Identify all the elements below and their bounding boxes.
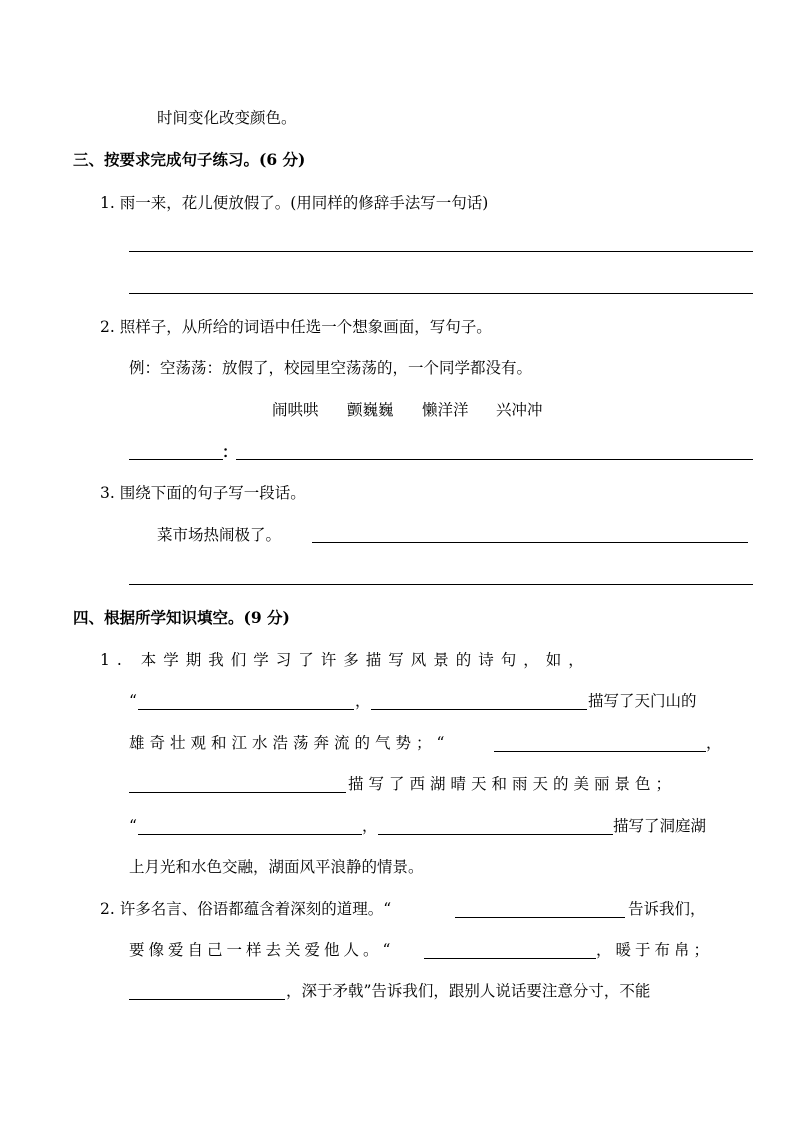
s4-q1-comma: ，	[355, 692, 371, 710]
s4-q2-blank-1[interactable]	[455, 917, 625, 918]
s4-q1-blank-2[interactable]	[371, 709, 587, 710]
s4-q1-blank-6[interactable]	[378, 834, 613, 835]
s4-q1-blank-1[interactable]	[138, 709, 354, 710]
section-3-heading: 三、按要求完成句子练习。(6 分)	[73, 150, 306, 169]
word-choice: 懒洋洋	[422, 401, 469, 419]
s3-q3-answer-line-1[interactable]	[312, 542, 748, 543]
s4-q1-open-quote: “	[129, 692, 137, 710]
s4-q2-line-1: 2. 许多名言、俗语都蕴含着深刻的道理。“	[100, 900, 392, 918]
word-choice: 兴冲冲	[496, 401, 543, 419]
s3-q3-answer-line-2[interactable]	[129, 584, 753, 585]
s4-q2-line-2: 要像爱自己一样去关爱他人。“	[129, 941, 395, 959]
s4-q1-desc-1: 描写了天门山的	[588, 692, 697, 710]
section-4-heading: 四、根据所学知识填空。(9 分)	[73, 608, 290, 627]
s4-q2-blank-2[interactable]	[424, 958, 596, 959]
s4-q2-line-3-tail: ，深于矛戟”告诉我们，跟别人说话要注意分寸，不能	[286, 982, 651, 1000]
s4-q1-blank-5[interactable]	[138, 834, 362, 835]
s4-q1-line-3: 雄奇壮观和江水浩荡奔流的气势；“	[129, 734, 450, 752]
s3-question-2: 2. 照样子，从所给的词语中任选一个想象画面，写句子。	[100, 318, 492, 336]
word-choice: 颤巍巍	[347, 401, 394, 419]
s3-q2-example: 例：空荡荡：放假了，校园里空荡荡的，一个同学都没有。	[129, 359, 533, 377]
s4-q1-blank-3[interactable]	[494, 751, 706, 752]
s3-q2-colon: ：	[222, 442, 238, 461]
s3-q2-sentence-blank[interactable]	[236, 459, 753, 460]
s3-question-1: 1. 雨一来，花儿便放假了。(用同样的修辞手法写一句话)	[100, 194, 489, 212]
s3-question-3: 3. 围绕下面的句子写一段话。	[100, 484, 306, 502]
s3-q1-answer-line-2[interactable]	[129, 293, 753, 294]
s4-q1-blank-4[interactable]	[129, 792, 346, 793]
s4-q1-desc-2: 描写了西湖晴天和雨天的美丽景色；	[348, 775, 677, 793]
s4-q2-blank-3[interactable]	[129, 999, 285, 1000]
s4-q1-line-6: 上月光和水色交融，湖面风平浪静的情景。	[129, 858, 424, 876]
s3-q3-prompt: 菜市场热闹极了。	[157, 526, 282, 544]
previous-question-tail: 时间变化改变颜色。	[157, 109, 297, 127]
s4-q1-desc-3: 描写了洞庭湖	[613, 817, 707, 835]
s4-q1-comma: ，	[706, 734, 722, 752]
s3-q1-answer-line-1[interactable]	[129, 251, 753, 252]
s4-q1-comma: ，	[362, 817, 378, 835]
s3-q2-word-blank[interactable]	[129, 459, 223, 460]
s4-q1-open-quote: “	[129, 817, 137, 835]
s4-q2-line-2-tail: ，暖于布帛；	[596, 941, 714, 959]
word-choice: 闹哄哄	[272, 401, 319, 419]
s4-q2-line-1-tail: 告诉我们，	[628, 900, 706, 918]
s4-q1-line-1: 1. 本学期我们学习了许多描写风景的诗句，如，	[100, 651, 591, 669]
